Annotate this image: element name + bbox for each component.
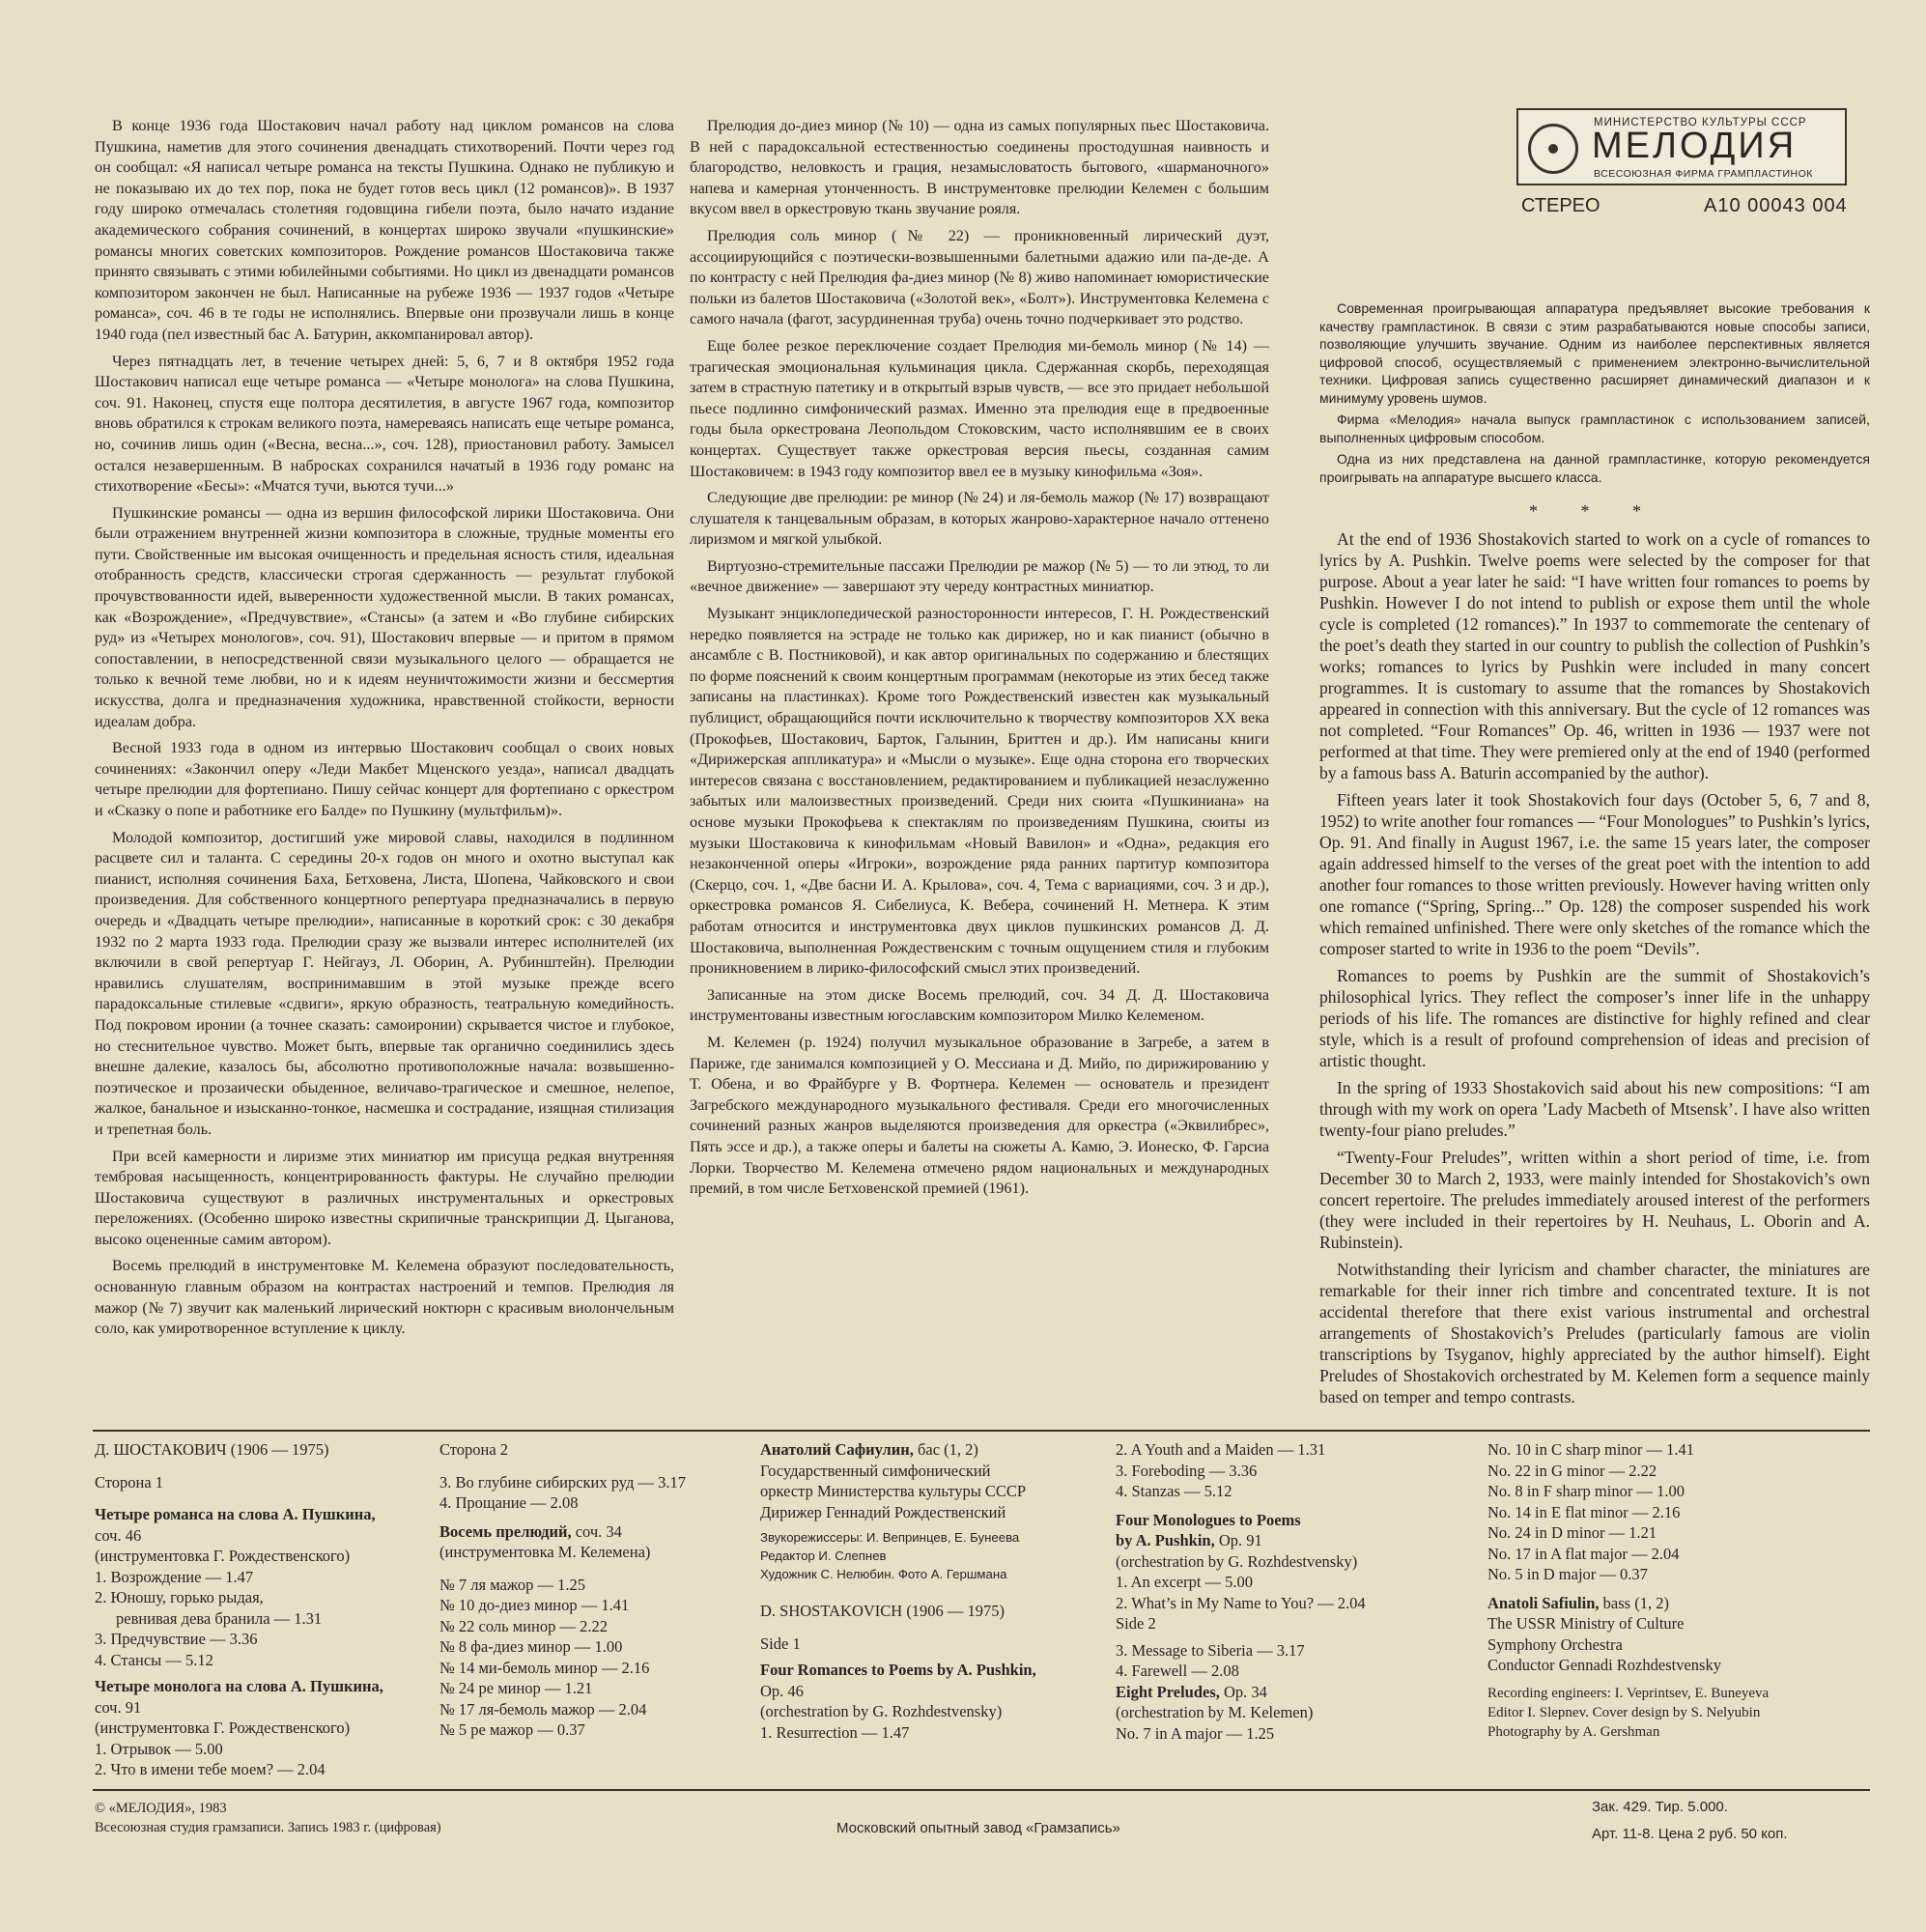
footer-right [1592,1794,1788,1848]
track: No. 10 in C sharp minor — 1.41 [1487,1440,1695,1459]
track: 2. Что в имени тебе моем? — 2.04 [95,1760,326,1778]
paragraph: Через пятнадцать лет, в течение четырех дней: 5, 6, 7 и 8 октября 1952 года Шостакович написал еще четыре романса — «Четыре монолога» на слова Пушкина, соч. 91. Наконец, спустя еще полтора десятилетия, в августе 1967 года, композитор вновь обратился к строкам великого поэта, намереваясь написать еще четыре романса, но, сочинив лишь один («Весна, весна...», соч. 128), приостановил работу. Замысел остался незавершенным. В набросках сохранился начатый в 1936 году романс на стихотворение «Бесы»: «Мчатся тучи, вьются тучи...» [95,352,674,496]
paragraph: Виртуозно-стремительные пассажи Прелюдии ре мажор (№ 5) — то ли этюд, то ли «вечное движение» — завершают эту череду контрастных миниатюр. [690,556,1269,596]
section-separator: * * * [1529,501,1660,521]
track: 2. Юношу, горько рыдая, [95,1588,264,1606]
track: No. 22 in G minor — 2.22 [1487,1461,1657,1480]
notes-ru-column-2 [690,116,1269,1206]
credits-en-continued [1116,1439,1366,1744]
melodiya-logo [1516,108,1847,185]
staff-line: Recording engineers: I. Veprintsev, E. Buneyeva [1487,1685,1770,1701]
paragraph: Современная проигрывающая аппаратура предъявляет высокие требования к качеству грампластинок. В связи с этим разрабатываются новые способы записи, позволяющие улучшить звучание. Одним из наиболее перспективных является цифровой способ, осуществляемый с применением электронно-вычислительной техники. Цифровая запись существенно расширяет динамический диапазон и к минимуму уровень шумов. [1319,300,1870,406]
track: No. 7 in A major — 1.25 [1116,1723,1275,1743]
work-title: Восемь прелюдий, [439,1521,572,1541]
paragraph: Прелюдия соль минор (№ 22) — проникновенный лирический дуэт, ассоциирующийся с поэтически-возвышенными балетными адажио или па-де-де. А по контрасту с ней Прелюдия фа-диез минор (№ 8) живо напоминает юмористические польки из балетов Шостаковича («Золотой век», «Болт»). Инструментовка Келемена с самого начала (фагот, засурдиненная труба) очень точно подчеркивает это родство. [690,226,1269,328]
composer-name: Д. ШОСТАКОВИЧ [95,1440,227,1459]
work-orchestration: (инструментовка Г. Рождественского) [95,1547,351,1565]
track: ревнивая дева бранила — 1.31 [116,1608,323,1628]
paragraph: М. Келемен (р. 1924) получил музыкальное образование в Загребе, а затем в Париже, где занимался композицией у О. Мессиана и Д. Мийо, по дирижированию у Т. Обена, и во Фрайбурге у В. Фортнера. Келемен — основатель и президент Загребского международного музыкального фестиваля. Среди его многочисленных сочинений разных жанров выделяются произведения для оркестра («Эквилибрес», Пять эссе и др.), а также оперы и балеты на сюжеты А. Камю, Э. Ионеско, Ф. Гарсиа Лорки. Творчество М. Келемена отмечено рядом национальных и международных премий, в том числе Бетховенской премией (1961). [690,1033,1269,1198]
track: 4. Прощание — 2.08 [439,1493,579,1512]
footer-plant: Московский опытный завод «Грамзапись» [836,1820,1120,1836]
track: 1. Resurrection — 1.47 [760,1722,910,1742]
work-orchestration: (orchestration by G. Rozhdestvensky) [760,1702,1003,1720]
side-label: Side 2 [1116,1614,1156,1633]
paragraph: Пушкинские романсы — одна из вершин философской лирики Шостаковича. Они были отражением внутренней жизни композитора в сложные, трудные моменты его пути. Свойственные им высокая очищенность и предельная ясность стиля, идеальная отобранность средств, классически строгая сдержанность — результат глубокой прочувствованности идей, выверенности художественной мысли. В таких романсах, как «Возрождение», «Предчувствие», «Стансы» (а затем и «Во глубине сибирских руд» из «Четырех монологов», соч. 91), Шостакович впервые — и притом в прямом сопоставлении, в непосредственной связи музыкального целого — обращается не только к вечной теме любви, но и к идеям неуничтожимости жизни и бессмертия искусства, долга и предназначения художника, нравственной стойкости, верности идеалам добра. [95,503,674,730]
paragraph: В конце 1936 года Шостакович начал работу над циклом романсов на слова Пушкина, наметив для этого сочинения двенадцать стихотворений. Почти через год он сообщал: «Я написал четыре романса на тексты Пушкина. Однако не публикую и не показываю их до тех пор, пока не будет готов весь цикл (12 романсов)». В 1937 году широко отмечалась столетняя годовщина гибели поэта, было начато издание академического собрания сочинений, в концертах широко звучали «пушкинские» романсы многих советских композиторов. Рождение романсов Шостаковича также принято связывать с этими юбилейными событиями. Но цикл из двенадцати романсов композитором закончен не был. Написанные на рубеже 1936 — 1937 годов «Четыре романса», соч. 46 в те годы не исполнялись. Впервые они прозвучали лишь в конце 1940 года (пел известный бас А. Батурин, аккомпанировал автор). [95,117,674,343]
composer-years-en: (1906 — 1975) [906,1602,1005,1620]
track: No. 5 in D major — 0.37 [1487,1565,1648,1583]
track: № 8 фа-диез минор — 1.00 [439,1637,623,1656]
price-line: Арт. 11-8. Цена 2 руб. 50 коп. [1592,1826,1788,1842]
logo-brand: МЕЛОДИЯ [1592,126,1798,166]
record-disc-icon [1528,124,1578,174]
composer-name-en: D. SHOSTAKOVICH [760,1602,903,1620]
orchestra-line: The USSR Ministry of Culture [1487,1614,1685,1633]
staff-line: Звукорежиссеры: И. Вепринцев, Е. Бунеева [760,1530,1020,1545]
studio-line: Всесоюзная студия грамзаписи. Запись 1983 г. (цифровая) [95,1820,441,1835]
credits-ru-side-1 [95,1439,383,1780]
paragraph: Еще более резкое переключение создает Прелюдия ми-бемоль минор (№ 14) — трагическая эмоциональная кульминация цикла. Сдержанная скорбь, переходящая затем в страстную патетику и в открытый взрыв чувств, — все это придает небольшой пьесе подлинно симфонический размах. Именно эта прелюдия еще в предвоенные годы была оркестрована Леопольдом Стоковским, часто исполнявшим ее в своих концертах. Существует также оркестровая версия пьесы, созданная самим Шостаковичем: в 1943 году композитор ввел ее в музыку кинофильма «Зоя». [690,336,1269,480]
staff-line: Художник С. Нелюбин. Фото А. Гершмана [760,1567,1007,1581]
notes-english [1319,528,1870,1407]
divider-bottom [93,1789,1870,1791]
track: № 10 до-диез минор — 1.41 [439,1596,630,1614]
track: 4. Стансы — 5.12 [95,1650,213,1669]
digital-recording-note [1319,299,1870,486]
track: No. 8 in F sharp minor — 1.00 [1487,1482,1685,1500]
side-label: Сторона 2 [439,1440,509,1459]
paragraph: Музыкант энциклопедической разносторонности интересов, Г. Н. Рождественский нередко появляется на эстраде не только как дирижер, но и как пианист (обычно в ансамбле с В. Постниковой), и как автор оригинальных по содержанию и блестящих по форме пояснений к своим концертным программам (некоторые из этих бесед также записаны на пластинках). Кроме того Рождественский известен как музыкальный публицист, обращающийся почти исключительно к творчеству композиторов XX века (Прокофьев, Шостакович, Барток, Галынин, Бриттен и др.). Им написаны книги «Дирижерская аппликатура» и «Мысли о музыке». Еще одна сторона его творческих интересов связана с восстановлением, редактированием и публикацией незаслуженно забытых или малоизвестных произведений. Среди них сюита «Пушкиниана» на основе музыки Прокофьева к спектаклям по произведениям Пушкина, сюиты из музыки Шостаковича к кинофильмам «Новый Вавилон» и «Одна», редакция его незаконченной оперы «Игроки», возрождение ряда ранних партитур композитора (Скерцо, соч. 1, «Две басни И. А. Крылова», соч. 4, Тема с вариациями, соч. 3 и др.), оркестровка романсов Я. Сибелиуса, К. Вебера, сочинений Н. Метнера. К этим работам относится и инструментовка двух циклов пушкинских романсов Д. Д. Шостаковича, выполненная Рождественским с точным ощущением стиля и глубоким проникновением в лирико-философский смысл этих произведений. [690,605,1269,978]
work-opus: соч. 34 [575,1521,622,1541]
performer-name: Anatoli Safiulin, [1487,1593,1600,1612]
paragraph: Восемь прелюдий в инструментовке М. Келемена образуют последовательность, основанную главным образом на контрастах настроений и темпов. Прелюдия ля мажор (№ 7) звучит как маленький лирический ноктюрн с красивым виолончельным соло, как умиротворенное вступление к циклу. [95,1257,674,1338]
work-opus: Op. 46 [760,1681,804,1700]
order-line: Зак. 429. Тир. 5.000. [1592,1799,1728,1815]
footer-left [95,1799,441,1837]
track: № 24 ре минор — 1.21 [439,1679,593,1697]
work-title: Four Romances to Poems by A. Pushkin, [760,1661,1036,1679]
paragraph: In the spring of 1933 Shostakovich said about his new compositions: “I am through with my work on opera ’Lady Macbeth of Mtsensk’. I have also written twenty-four piano preludes.” [1319,1077,1870,1140]
work-opus: Op. 34 [1224,1682,1267,1701]
work-title: Eight Preludes, [1116,1682,1220,1701]
work-orchestration: (инструментовка Г. Рождественского) [95,1719,351,1737]
performer-role: бас (1, 2) [918,1440,978,1459]
track: 3. Message to Siberia — 3.17 [1116,1640,1305,1660]
track: № 14 ми-бемоль минор — 2.16 [439,1658,650,1677]
track: No. 14 in E flat minor — 2.16 [1487,1502,1681,1521]
track: 1. Возрождение — 1.47 [95,1567,254,1586]
track: 2. A Youth and a Maiden — 1.31 [1116,1440,1326,1459]
paragraph: “Twenty-Four Preludes”, written within a short period of time, i.e. from December 30 to March 2, 1933, were mainly intended for Shostakovich’s own concert repertoire. The preludes immediately aroused interest of the performers (they were included in their repertoires by H. Neuhaus, L. Oborin and A. Rubinstein). [1319,1147,1870,1252]
track: 1. Отрывок — 5.00 [95,1739,223,1758]
orchestra-line: Государственный симфонический [760,1461,991,1480]
track: 3. Во глубине сибирских руд — 3.17 [439,1472,687,1492]
work-orchestration: (orchestration by M. Kelemen) [1116,1703,1314,1721]
credits-en-preludes-and-performers [1487,1439,1769,1742]
paragraph: Фирма «Мелодия» начала выпуск грампластинок с использованием записей, выполненных цифровым способом. [1319,412,1870,445]
work-orchestration: (orchestration by G. Rozhdestvensky) [1116,1551,1358,1571]
work-title: Четыре монолога на слова А. Пушкина, [95,1677,383,1695]
track: 4. Farewell — 2.08 [1116,1662,1239,1680]
catalog-number: А10 00043 004 [1704,195,1848,216]
stereo-label: СТЕРЕО [1521,195,1600,216]
track: № 22 соль минор — 2.22 [439,1616,608,1635]
track: 1. An excerpt — 5.00 [1116,1573,1254,1591]
performer-role: bass (1, 2) [1602,1593,1669,1612]
paragraph: Notwithstanding their lyricism and chamber character, the miniatures are remarkable for their inner rich timbre and concentrated texture. It is not accidental therefore that there exist various instrumental and orchestral arrangements of Shostakovich’s Preludes (particularly famous are violin transcriptions by Tsyganov, highly appreciated by the author himself). Eight Preludes of Shostakovich orchestrated by M. Kelemen form a sequence mainly based on temper and tempo contrasts. [1319,1259,1870,1406]
credits-performers-and-en-side-1 [760,1439,1036,1743]
track: № 5 ре мажор — 0.37 [439,1720,585,1739]
notes-ru-column-1 [95,116,674,1346]
logo-ministry: МИНИСТЕРСТВО КУЛЬТУРЫ СССР [1594,117,1807,128]
copyright: © «МЕЛОДИЯ», 1983 [95,1801,227,1816]
notes-column-3 [1319,290,1870,1413]
track: No. 24 in D minor — 1.21 [1487,1523,1657,1542]
work-title: Четыре романса на слова А. Пушкина, [95,1505,376,1523]
work-opus: соч. 91 [95,1697,142,1717]
staff-line: Редактор И. Слепнев [760,1548,887,1563]
logo-company: ВСЕСОЮЗНАЯ ФИРМА ГРАМПЛАСТИНОК [1594,168,1813,180]
track: 3. Предчувствие — 3.36 [95,1630,258,1648]
work-title: Four Monologues to Poems [1116,1510,1301,1529]
credits-ru-side-2 [439,1439,686,1741]
conductor-line: Дирижер Геннадий Рождественский [760,1502,1006,1521]
track: № 17 ля-бемоль мажор — 2.04 [439,1699,647,1719]
conductor-line: Conductor Gennadi Rozhdestvensky [1487,1656,1721,1674]
divider-top [93,1430,1870,1432]
paragraph: Записанные на этом диске Восемь прелюдий, соч. 34 Д. Д. Шостаковича инструментованы известным югославским композитором Милко Келеменом. [690,985,1269,1025]
composer-years: (1906 — 1975) [230,1440,329,1459]
paragraph: At the end of 1936 Shostakovich started to work on a cycle of romances to lyrics by A. Pushkin. Twelve poems were selected by the composer for that purpose. About a year later he said: “I have written four romances to poems by Pushkin. However I do not intend to publish or expose them until the whole cycle is completed (12 romances).” In 1937 to commemorate the centenary of the poet’s death they started in our country to publish the collection of Pushkin’s works; romances to lyrics by Pushkin were included in many concert programmes. It is customary to assume that the romances by Shostakovich appeared in connection with this anniversary. But the cycle of 12 romances was not completed. “Four Romances” Op. 46, written in 1936 — 1937 were not performed at that time. They were premiered only at the end of 1940 (performed by a famous bass A. Baturin accompanied by the author). [1319,528,1870,782]
side-label: Сторона 1 [95,1472,164,1492]
paragraph: Прелюдия до-диез минор (№ 10) — одна из самых популярных пьес Шостаковича. В ней с парадоксальной естественностью соединены простодушная наивность и благородство, неловкость и грация, незамысловатость бытового, «шарманочного» напева и камерная утонченность. В инструментовке прелюдии Келемен с большим вкусом ввел в оркестровую ткань звучание рояля. [690,117,1269,218]
side-label: Side 1 [760,1634,801,1653]
track: 3. Foreboding — 3.36 [1116,1461,1258,1480]
paragraph: Fifteen years later it took Shostakovich four days (October 5, 6, 7 and 8, 1952) to write another four romances — “Four Monologues” to Pushkin’s lyrics, Op. 91. And finally in August 1967, i.e. the same 15 years later, the composer again addressed himself to the verses of the great poet with the intention to add another four romances to those written previously. However having written only one romance (“Spring, Spring...” Op. 128) the composer suspended his work which remained unfinished. There were only sketches of the romance which the composer started to write in 1936 to the poem “Devils”. [1319,789,1870,958]
paragraph: Молодой композитор, достигший уже мировой славы, находился в подлинном расцвете сил и таланта. С середины 20-х годов он много и охотно выступал как пианист, исполняя сочинения Баха, Бетховена, Листа, Шопена, Чайковского и свои произведения. Для собственного концертного репертуара предназначались в первую очередь и «Двадцать четыре прелюдии», написанные в короткий срок: с 30 декабря 1932 по 2 марта 1933 года. Прелюдии сразу же вызвали интерес исполнителей (их включили в свой репертуар Г. Нейгауз, Л. Оборин, А. Рубинштейн). Прелюдии нравились слушателям, воспринимавшим в этой музыке прежде всего парадоксальные стилевые «сдвиги», яркую образность, театральную комедийность. Под покровом иронии (а точнее сказать: самоиронии) скрывается чистое и глубокое, но стеснительное чувство. Может быть, впервые так органично соединились здесь внешне далекие, казалось бы, абсолютно противоположные начала: возвышенно-поэтическое и прозаически обыденное, величаво-трагическое и смешное, нелепое, жалкое, банальное и изысканно-тонкое, насмешка и сострадание, изящная стилизация и трепетная боль. [95,828,674,1138]
orchestra-line: оркестр Министерства культуры СССР [760,1482,1027,1500]
staff-line: Editor I. Slepnev. Cover design by S. Nelyubin [1487,1704,1761,1720]
track: № 7 ля мажор — 1.25 [439,1575,585,1594]
track: No. 17 in A flat major — 2.04 [1487,1544,1680,1563]
paragraph: Одна из них представлена на данной грампластинке, которую рекомендуется проигрывать на аппаратуре высшего класса. [1319,451,1870,485]
track: 4. Stanzas — 5.12 [1116,1482,1232,1500]
work-title-2: by A. Pushkin, [1116,1531,1215,1549]
work-orchestration: (инструментовка М. Келемена) [439,1543,651,1561]
staff-line: Photography by A. Gershman [1487,1723,1660,1740]
work-opus: Op. 91 [1218,1531,1262,1549]
work-opus: соч. 46 [95,1525,142,1545]
track: 2. What’s in My Name to You? — 2.04 [1116,1593,1366,1612]
paragraph: Весной 1933 года в одном из интервью Шостакович сообщал о своих новых сочинениях: «Закончил оперу «Леди Макбет Мценского уезда», написал двадцать четыре прелюдии для фортепиано. Пишу сейчас концерт для фортепиано с оркестром и «Сказку о попе и работнике его Балде» по Пушкину (мультфильм)». [95,739,674,819]
paragraph: Следующие две прелюдии: ре минор (№ 24) и ля-бемоль мажор (№ 17) возвращают слушателя к танцевальным образам, в которых жанрово-характерное начало оттенено лиризмом и мягкой улыбкой. [690,489,1269,549]
performer-name: Анатолий Сафиулин, [760,1440,914,1459]
paragraph: При всей камерности и лиризме этих миниатюр им присуща редкая внутренняя тембровая насыщенность, концентрированность фактуры. Не случайно прелюдии Шостаковича существуют в различных инструментальных и оркестровых переложениях. (Особенно широко известны скрипичные транскрипции Д. Цыганова, высоко оцененные самим автором). [95,1147,674,1248]
orchestra-line: Symphony Orchestra [1487,1634,1623,1654]
paragraph: Romances to poems by Pushkin are the summit of Shostakovich’s philosophical lyrics. They reflect the composer’s inner life in the unhappy periods of his life. The romances are distinctive for highly refined and clear style, which is a result of profound comprehension of ideas and precision of artistic thought. [1319,965,1870,1070]
